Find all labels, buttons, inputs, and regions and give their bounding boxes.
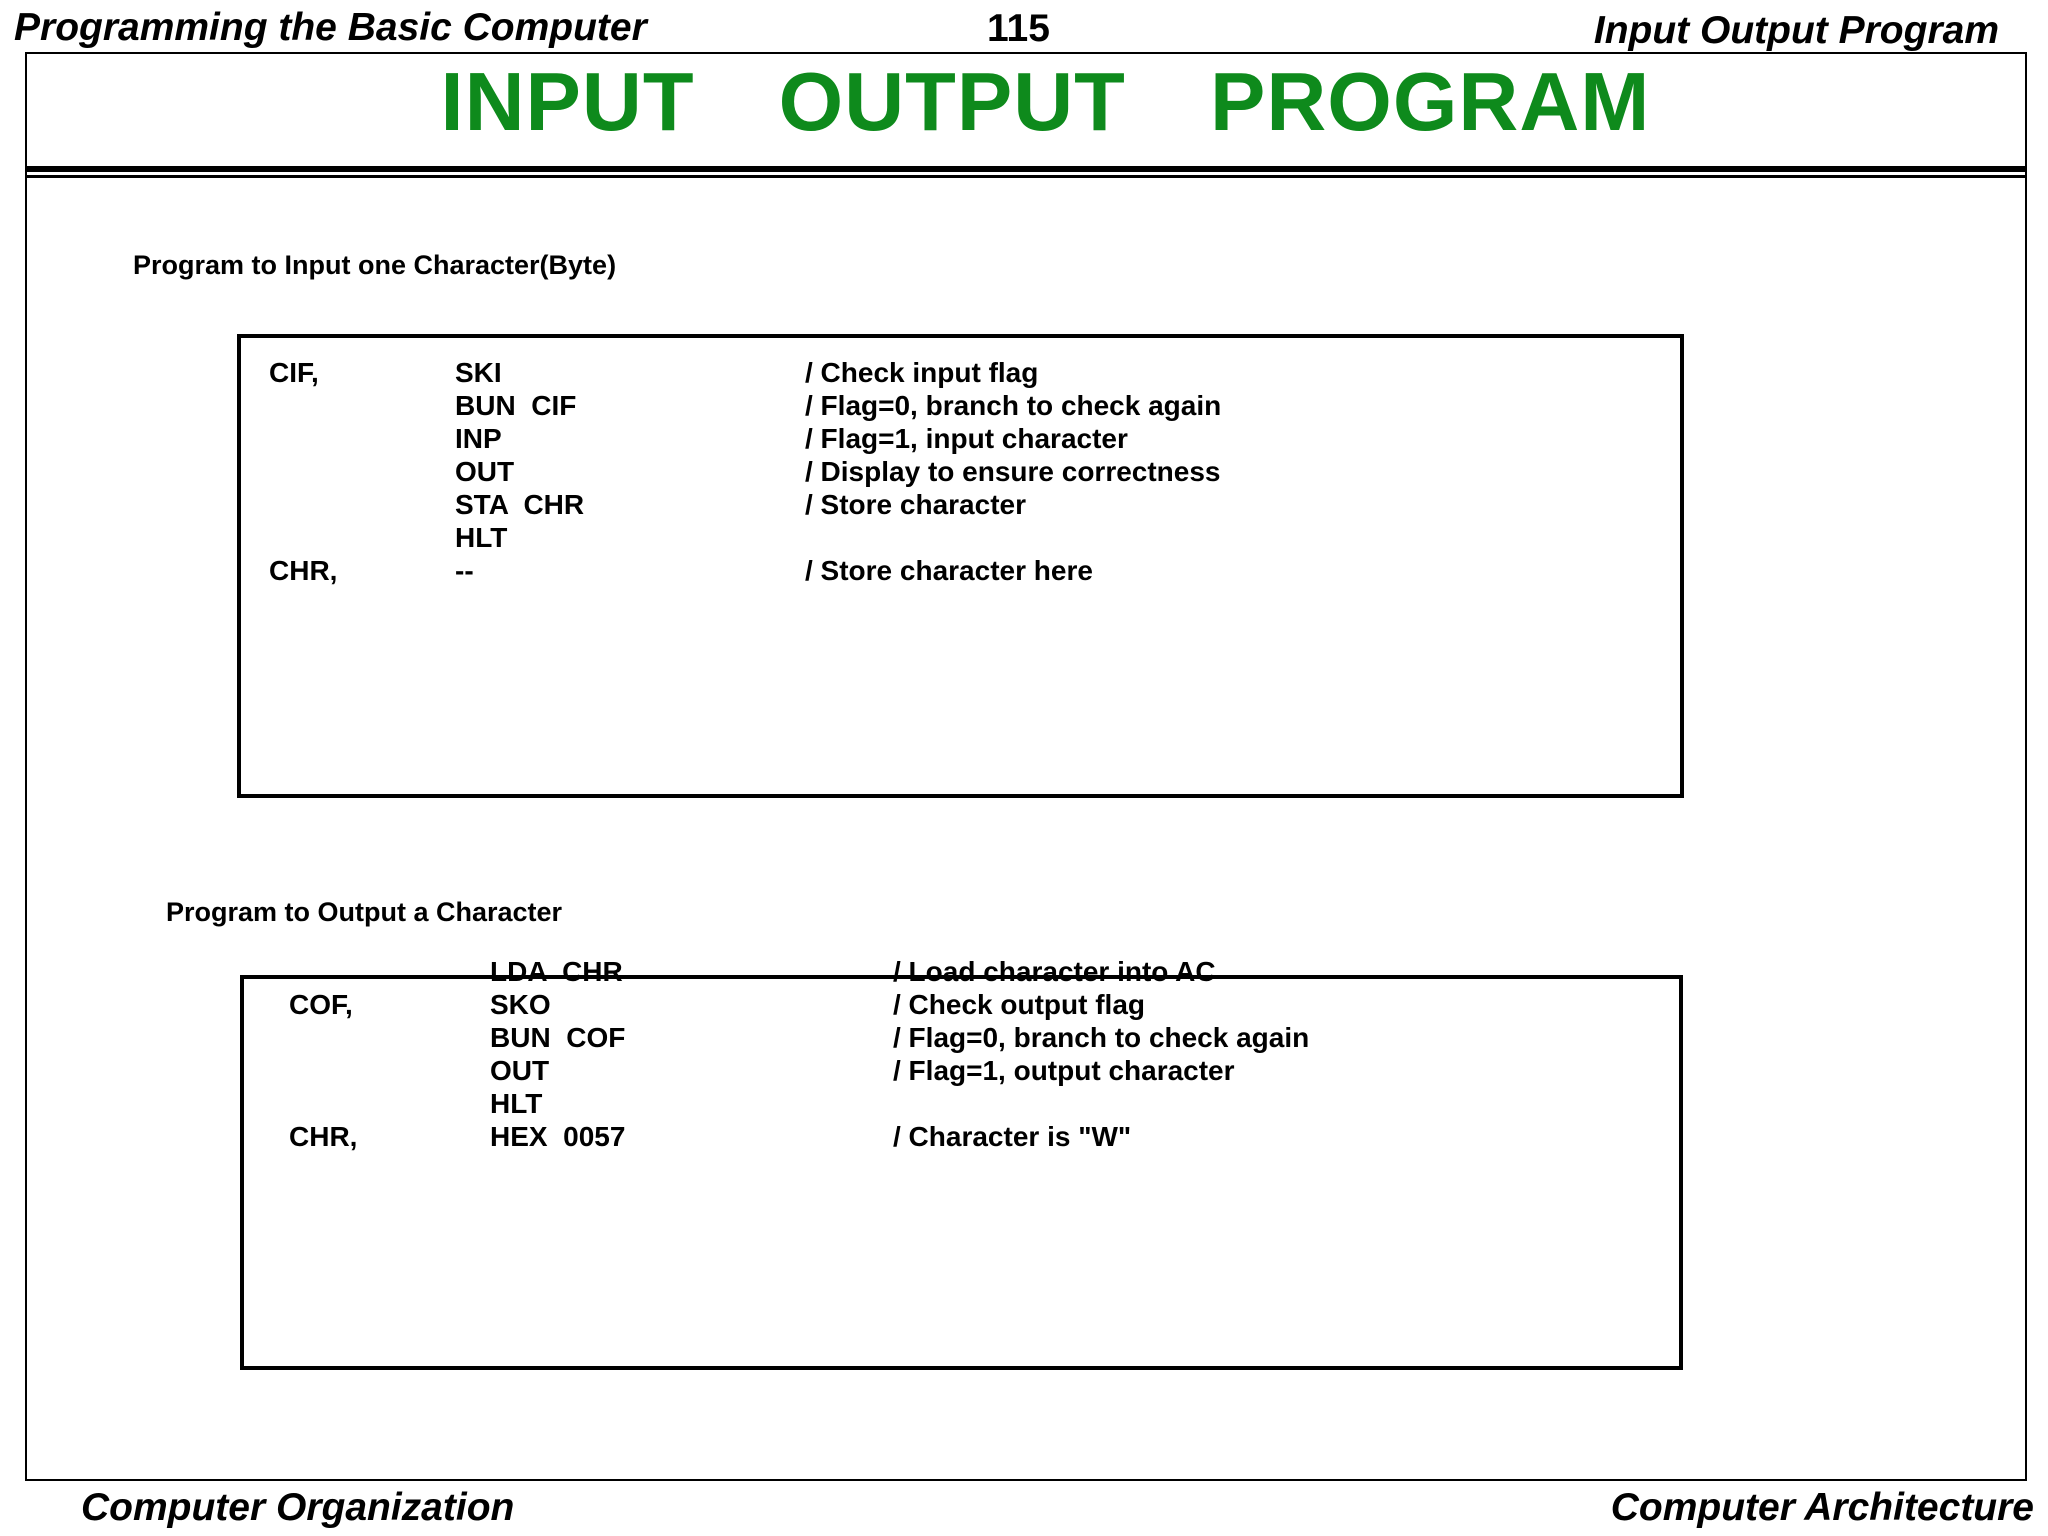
code-instruction: -- [455, 555, 474, 586]
code-instruction: OUT [490, 1055, 550, 1086]
code-instruction: HEX 0057 [490, 1121, 626, 1152]
title-rule-thin [25, 175, 2027, 178]
code-comment: / Check input flag [805, 357, 1039, 388]
code-instruction: INP [455, 423, 502, 454]
footer-left: Computer Organization [81, 1486, 515, 1529]
code-label: CHR, [269, 555, 338, 586]
footer-right: Computer Architecture [1610, 1486, 2034, 1529]
code-instruction: HLT [455, 522, 508, 553]
code-instruction: LDA CHR [490, 956, 623, 987]
code-instruction: SKI [455, 357, 502, 388]
code-comment: / Flag=0, branch to check again [893, 1022, 1310, 1053]
page-number: 115 [987, 7, 1050, 50]
code-instruction: BUN COF [490, 1022, 626, 1053]
header-section-title: Input Output Program [1593, 9, 1999, 52]
code-comment: / Store character [805, 489, 1026, 520]
code-comment: / Flag=0, branch to check again [805, 390, 1222, 421]
code-comment: / Load character into AC [893, 956, 1216, 987]
code-comment: / Flag=1, output character [893, 1055, 1235, 1086]
code-instruction: OUT [455, 456, 515, 487]
code-comment: / Store character here [805, 555, 1093, 586]
header-chapter-title: Programming the Basic Computer [14, 6, 647, 49]
code-instruction: SKO [490, 989, 551, 1020]
code-comment: / Display to ensure correctness [805, 456, 1221, 487]
code-instruction: HLT [490, 1088, 543, 1119]
output-program-heading: Program to Output a Character [166, 897, 563, 927]
input-program-heading: Program to Input one Character(Byte) [133, 250, 617, 280]
code-instruction: STA CHR [455, 489, 585, 520]
code-instruction: BUN CIF [455, 390, 577, 421]
code-label: COF, [289, 989, 353, 1020]
code-label: CIF, [269, 357, 319, 388]
title-rule-thick [25, 166, 2027, 172]
code-comment: / Character is "W" [893, 1121, 1132, 1152]
code-comment: / Flag=1, input character [805, 423, 1128, 454]
code-label: CHR, [289, 1121, 358, 1152]
code-comment: / Check output flag [893, 989, 1145, 1020]
slide-title: INPUT OUTPUT PROGRAM [440, 55, 1651, 148]
